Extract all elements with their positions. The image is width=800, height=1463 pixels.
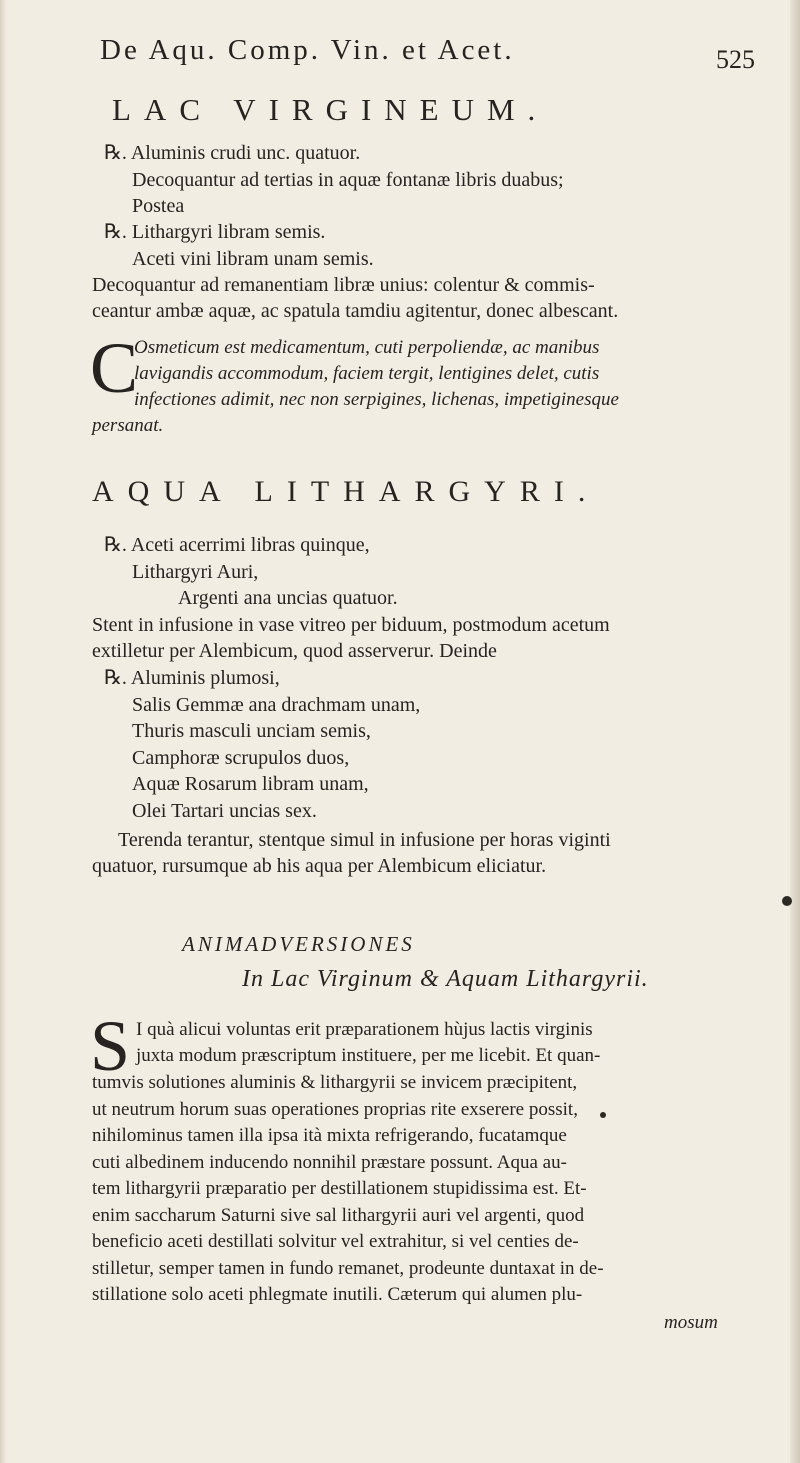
recipe-line: quatuor, rursumque ab his aqua per Alembicum eliciatur. [92,855,547,877]
drop-cap: C [90,328,139,408]
body-line: tem lithargyrii præparatio per destillationem stupidissima est. Et- [92,1178,587,1199]
recipe-line: Olei Tartari uncias sex. [132,800,317,822]
recipe-line: Stent in infusione in vase vitreo per biduum, postmodum acetum [92,614,610,636]
recipe-line: ℞. Aluminis crudi unc. quatuor. [104,142,361,164]
note-line: persanat. [92,415,164,436]
drop-cap: S [90,1006,131,1086]
note-line: infectiones adimit, nec non serpigines, lichenas, impetiginesque [134,389,619,410]
recipe-line: ℞. Aluminis plumosi, [104,667,280,689]
recipe-line: ℞. Aceti acerrimi libras quinque, [104,534,370,556]
page-right-edge [790,0,800,1463]
body-line: I quà alicui voluntas erit præparationem hùjus lactis virginis [136,1019,593,1040]
section-title-animadversiones: ANIMADVERSIONES [182,932,415,956]
recipe-line: Thuris masculi unciam semis, [132,720,371,742]
note-line: lavigandis accommodum, faciem tergit, lentigines delet, cutis [134,363,600,384]
recipe-line: Argenti ana uncias quatuor. [178,587,398,609]
body-line: stillatione solo aceti phlegmate inutili. Cæterum qui alumen plu- [92,1284,583,1305]
section-subtitle: In Lac Virginum & Aquam Lithargyrii. [242,966,649,992]
ink-speck [600,1112,606,1118]
recipe-line: Decoquantur ad remanentiam libræ unius: colentur & commis- [92,274,595,296]
recipe-line: Aceti vini libram unam semis. [132,248,374,270]
page-number: 525 [716,45,755,74]
body-line: cuti albedinem inducendo nonnihil præstare possunt. Aqua au- [92,1152,567,1173]
body-line: beneficio aceti destillati solvitur vel extrahitur, si vel centies de- [92,1231,579,1252]
body-line: ut neutrum horum suas operationes proprias rite exserere possit, [92,1099,578,1120]
note-line: Osmeticum est medicamentum, cuti perpoliendæ, ac manibus [134,337,600,358]
running-header: De Aqu. Comp. Vin. et Acet. [100,34,515,66]
recipe-line: ceantur ambæ aquæ, ac spatula tamdiu agitentur, donec albescant. [92,300,619,322]
ink-speck [782,896,792,906]
recipe-line: ℞. Lithargyri libram semis. [104,221,326,243]
body-line: juxta modum præscriptum instituere, per me licebit. Et quan- [136,1045,601,1066]
recipe-line: extilletur per Alembicum, quod asserverur. Deinde [92,640,497,662]
recipe-line: Postea [132,195,185,217]
section-title-lac-virgineum: LAC VIRGINEUM. [112,92,549,127]
catchword: mosum [664,1312,718,1333]
body-line: enim saccharum Saturni sive sal lithargyrii auri vel argenti, quod [92,1205,585,1226]
recipe-line: Salis Gemmæ ana drachmam unam, [132,694,421,716]
section-title-aqua-lithargyri: AQUA LITHARGYRI. [92,475,600,508]
recipe-line: Decoquantur ad tertias in aquæ fontanæ libris duabus; [132,169,564,191]
body-line: tumvis solutiones aluminis & lithargyrii se invicem præcipitent, [92,1072,578,1093]
body-line: nihilominus tamen illa ipsa ità mixta refrigerando, fucatamque [92,1125,567,1146]
recipe-line: Aquæ Rosarum libram unam, [132,773,369,795]
recipe-line: Lithargyri Auri, [132,561,259,583]
recipe-line: Camphoræ scrupulos duos, [132,747,350,769]
body-line: stilletur, semper tamen in fundo remanet, prodeunte duntaxat in de- [92,1258,604,1279]
page-left-edge [0,0,6,1463]
recipe-line: Terenda terantur, stentque simul in infusione per horas viginti [118,829,611,851]
